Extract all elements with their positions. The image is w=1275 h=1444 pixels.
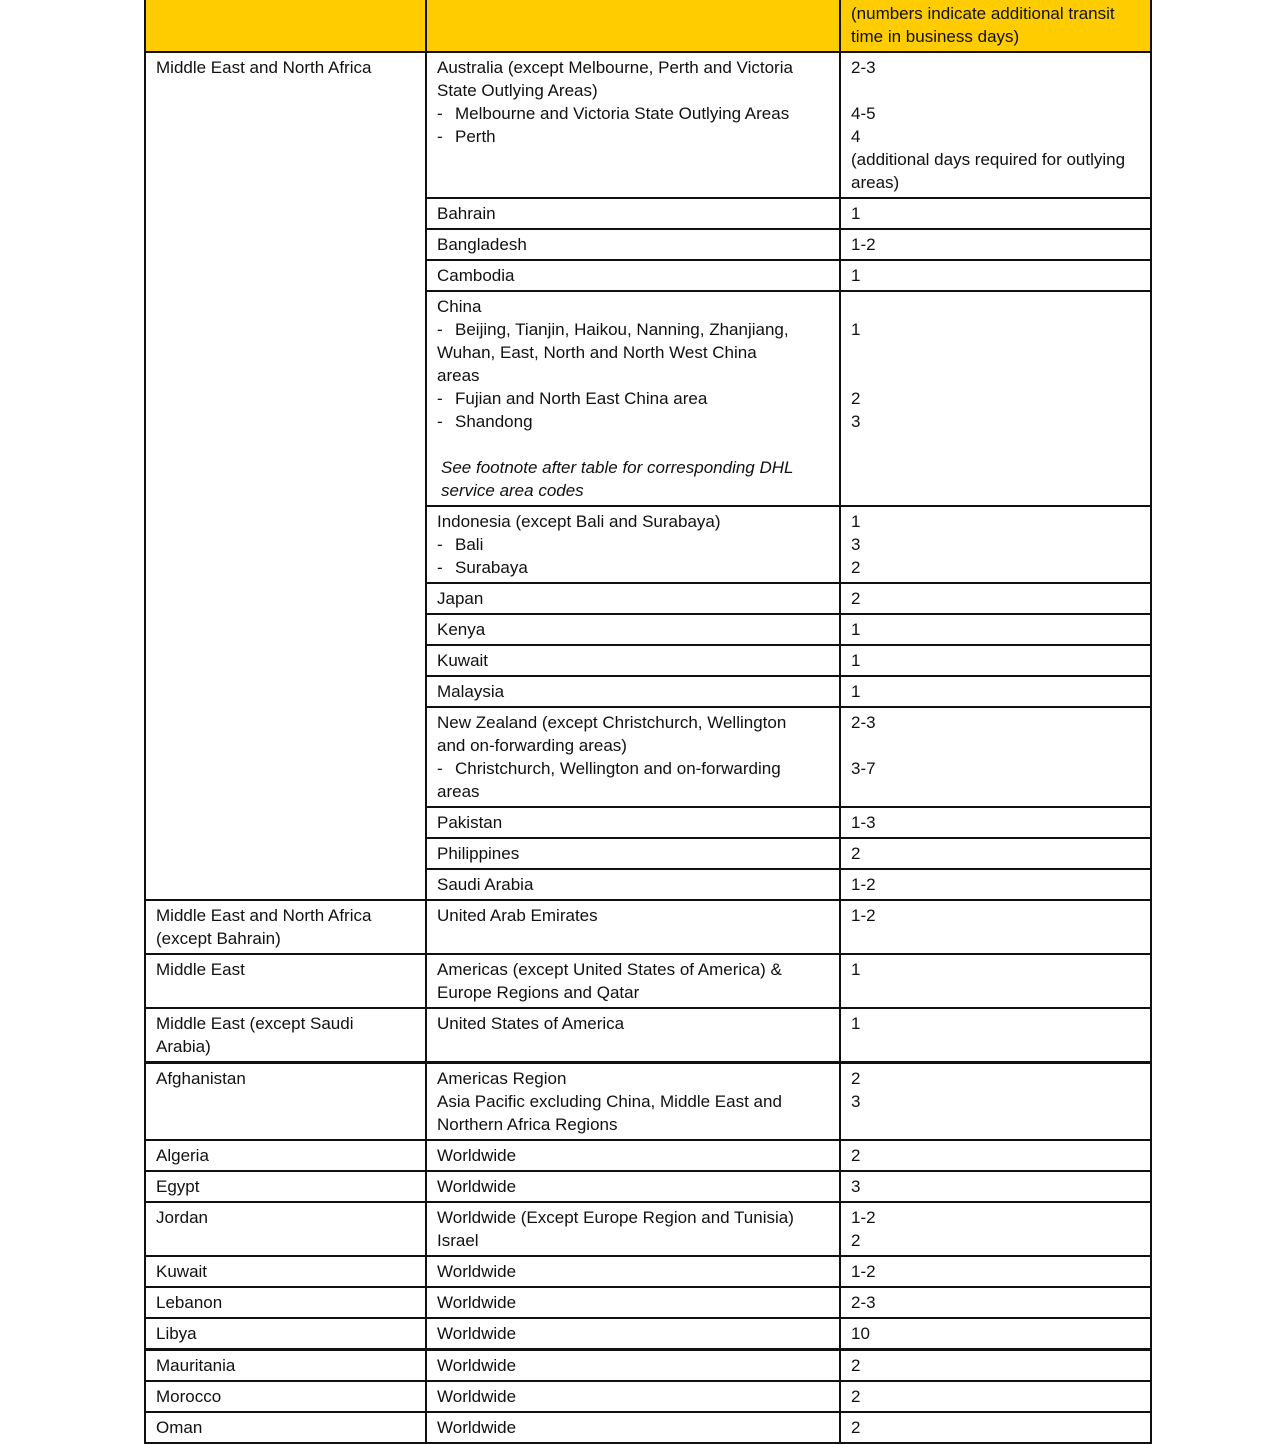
origin-cell: Kuwait: [145, 1256, 426, 1287]
table-row: [145, 1381, 1151, 1412]
table-row: [145, 1171, 1151, 1202]
transit-cell: 1-2: [840, 1256, 1151, 1287]
transit-cell: 1: [840, 645, 1151, 676]
transit-cell: 2: [840, 1412, 1151, 1443]
sub-destination: [437, 556, 829, 579]
destination-line: Asia Pacific excluding China, Middle East and: [437, 1092, 782, 1111]
origin-cell: Middle East: [145, 954, 426, 1008]
spacer: [851, 341, 1140, 364]
spacer: [437, 433, 829, 456]
transit-cell: [840, 1202, 1151, 1256]
origin-cell: Lebanon: [145, 1287, 426, 1318]
table-row: [145, 1350, 1151, 1382]
transit-cell: 1: [840, 198, 1151, 229]
origin-cell: Jordan: [145, 1202, 426, 1256]
transit-cell: 1-2: [840, 229, 1151, 260]
dash: -: [437, 558, 443, 577]
transit-cell: [840, 52, 1151, 198]
transit-value: 1: [851, 512, 861, 531]
transit-value: 2-3: [851, 58, 876, 77]
destination-cell: [426, 707, 840, 807]
transit-cell: 2: [840, 583, 1151, 614]
transit-cell: 1-2: [840, 900, 1151, 954]
transit-value: 2-3: [851, 713, 876, 732]
transit-value: 3: [851, 412, 861, 431]
transit-value: 2: [851, 1231, 861, 1250]
spacer: [851, 734, 1140, 757]
spacer: [851, 79, 1140, 102]
header-origin-cell: [145, 0, 426, 52]
transit-cell: [840, 707, 1151, 807]
sub-destination: [437, 410, 829, 433]
destination-line: Indonesia (except Bali and Surabaya): [437, 512, 721, 531]
table-row: [145, 1256, 1151, 1287]
table-row: [145, 954, 1151, 1008]
sub-destination-label: Shandong: [455, 412, 533, 431]
transit-note: (additional days required for outlying: [851, 150, 1126, 169]
dash: -: [437, 535, 443, 554]
destination-cell: Worldwide: [426, 1287, 840, 1318]
origin-cell: Middle East and North Africa: [145, 52, 426, 900]
sub-destination-continued: areas: [437, 782, 480, 801]
destination-line: Worldwide (Except Europe Region and Tunisia): [437, 1208, 794, 1227]
destination-cell: Pakistan: [426, 807, 840, 838]
destination-cell: Kenya: [426, 614, 840, 645]
transit-value: 2: [851, 1069, 861, 1088]
dash: -: [437, 412, 443, 431]
sub-destination-label: Christchurch, Wellington and on-forwarding: [455, 759, 781, 778]
transit-value: 1: [851, 320, 861, 339]
origin-cell: Afghanistan: [145, 1063, 426, 1141]
destination-cell: Japan: [426, 583, 840, 614]
dash: -: [437, 759, 443, 778]
destination-cell: Bahrain: [426, 198, 840, 229]
destination-cell: Worldwide: [426, 1412, 840, 1443]
destination-line: Australia (except Melbourne, Perth and Victoria: [437, 58, 793, 77]
destination-cell: Worldwide: [426, 1381, 840, 1412]
sub-destination-continued: areas: [437, 366, 480, 385]
sub-destination: [437, 533, 829, 556]
dash: -: [437, 104, 443, 123]
destination-line: Israel: [437, 1231, 479, 1250]
transit-value: 4: [851, 127, 861, 146]
transit-cell: 1: [840, 260, 1151, 291]
transit-value: 2: [851, 558, 861, 577]
destination-cell: Worldwide: [426, 1350, 840, 1382]
destination-line: and on-forwarding areas): [437, 736, 627, 755]
sub-destination-continued: Wuhan, East, North and North West China: [437, 343, 757, 362]
sub-destination: [437, 757, 829, 780]
footnote-text: See footnote after table for corresponding DHL: [441, 458, 794, 477]
transit-cell: 10: [840, 1318, 1151, 1350]
origin-cell: Libya: [145, 1318, 426, 1350]
sub-destination: [437, 125, 829, 148]
spacer: [851, 364, 1140, 387]
origin-line: Middle East (except Saudi: [156, 1014, 354, 1033]
header-destination-cell: [426, 0, 840, 52]
destination-cell: Philippines: [426, 838, 840, 869]
sub-destination-label: Surabaya: [455, 558, 528, 577]
destination-cell: [426, 954, 840, 1008]
table-row: [145, 1287, 1151, 1318]
destination-cell: [426, 291, 840, 506]
transit-cell: 3: [840, 1171, 1151, 1202]
table-row: [145, 1202, 1151, 1256]
destination-line: Northern Africa Regions: [437, 1115, 618, 1134]
table-row: [145, 52, 1151, 198]
transit-note: areas): [851, 173, 900, 192]
transit-cell: [840, 506, 1151, 583]
origin-cell: Algeria: [145, 1140, 426, 1171]
transit-cell: 1: [840, 1008, 1151, 1063]
transit-value: 3-7: [851, 759, 876, 778]
origin-cell: [145, 1008, 426, 1063]
destination-cell: [426, 52, 840, 198]
sub-destination-label: Melbourne and Victoria State Outlying Areas: [455, 104, 790, 123]
transit-cell: 1-3: [840, 807, 1151, 838]
origin-cell: Egypt: [145, 1171, 426, 1202]
transit-cell: 2-3: [840, 1287, 1151, 1318]
destination-cell: Worldwide: [426, 1171, 840, 1202]
transit-value: 4-5: [851, 104, 876, 123]
transit-value: 3: [851, 535, 861, 554]
origin-line: Middle East and North Africa: [156, 906, 372, 925]
origin-line: (except Bahrain): [156, 929, 281, 948]
destination-line: China: [437, 297, 482, 316]
dash: -: [437, 320, 443, 339]
destination-cell: Cambodia: [426, 260, 840, 291]
spacer: [851, 295, 1140, 318]
origin-cell: Morocco: [145, 1381, 426, 1412]
footnote-text: service area codes: [441, 481, 584, 500]
transit-cell: 2: [840, 1350, 1151, 1382]
dash: -: [437, 127, 443, 146]
transit-cell: 1: [840, 676, 1151, 707]
transit-cell: 1: [840, 954, 1151, 1008]
destination-line: New Zealand (except Christchurch, Wellington: [437, 713, 787, 732]
table-row: [145, 1318, 1151, 1350]
sub-destination-label: Bali: [455, 535, 484, 554]
header-transit-line-2: time in business days): [851, 27, 1020, 46]
destination-cell: United Arab Emirates: [426, 900, 840, 954]
transit-time-table: [144, 0, 1152, 1444]
sub-destination-label: Perth: [455, 127, 496, 146]
destination-line: Americas Region: [437, 1069, 567, 1088]
table-row: [145, 1140, 1151, 1171]
table-row: [145, 1063, 1151, 1141]
destination-cell: [426, 1063, 840, 1141]
dash: -: [437, 389, 443, 408]
destination-cell: Saudi Arabia: [426, 869, 840, 900]
sub-destination: [437, 318, 829, 341]
sub-destination-label: Fujian and North East China area: [455, 389, 708, 408]
destination-cell: Worldwide: [426, 1140, 840, 1171]
destination-cell: United States of America: [426, 1008, 840, 1063]
sub-destination: [437, 102, 829, 125]
transit-cell: 2: [840, 1140, 1151, 1171]
sub-destination-label: Beijing, Tianjin, Haikou, Nanning, Zhanjiang,: [455, 320, 789, 339]
origin-cell: Mauritania: [145, 1350, 426, 1382]
destination-cell: [426, 506, 840, 583]
table-row: [145, 900, 1151, 954]
origin-cell: [145, 900, 426, 954]
destination-line: State Outlying Areas): [437, 81, 598, 100]
origin-line: Arabia): [156, 1037, 211, 1056]
destination-cell: [426, 1202, 840, 1256]
transit-cell: [840, 291, 1151, 506]
transit-cell: 1: [840, 614, 1151, 645]
transit-cell: 1-2: [840, 869, 1151, 900]
destination-cell: Bangladesh: [426, 229, 840, 260]
destination-line: Americas (except United States of America) &: [437, 960, 782, 979]
destination-cell: Malaysia: [426, 676, 840, 707]
transit-value: 1-2: [851, 1208, 876, 1227]
transit-value: 3: [851, 1092, 861, 1111]
header-transit-line-1: (numbers indicate additional transit: [851, 4, 1115, 23]
destination-cell: Worldwide: [426, 1318, 840, 1350]
header-transit-cell: [840, 0, 1151, 52]
destination-line: Europe Regions and Qatar: [437, 983, 640, 1002]
transit-value: 2: [851, 389, 861, 408]
transit-cell: [840, 1063, 1151, 1141]
destination-cell: Kuwait: [426, 645, 840, 676]
origin-cell: Oman: [145, 1412, 426, 1443]
table-row: [145, 1412, 1151, 1443]
destination-cell: Worldwide: [426, 1256, 840, 1287]
table-header-row: [145, 0, 1151, 52]
transit-cell: 2: [840, 838, 1151, 869]
table-row: [145, 1008, 1151, 1063]
sub-destination: [437, 387, 829, 410]
transit-cell: 2: [840, 1381, 1151, 1412]
